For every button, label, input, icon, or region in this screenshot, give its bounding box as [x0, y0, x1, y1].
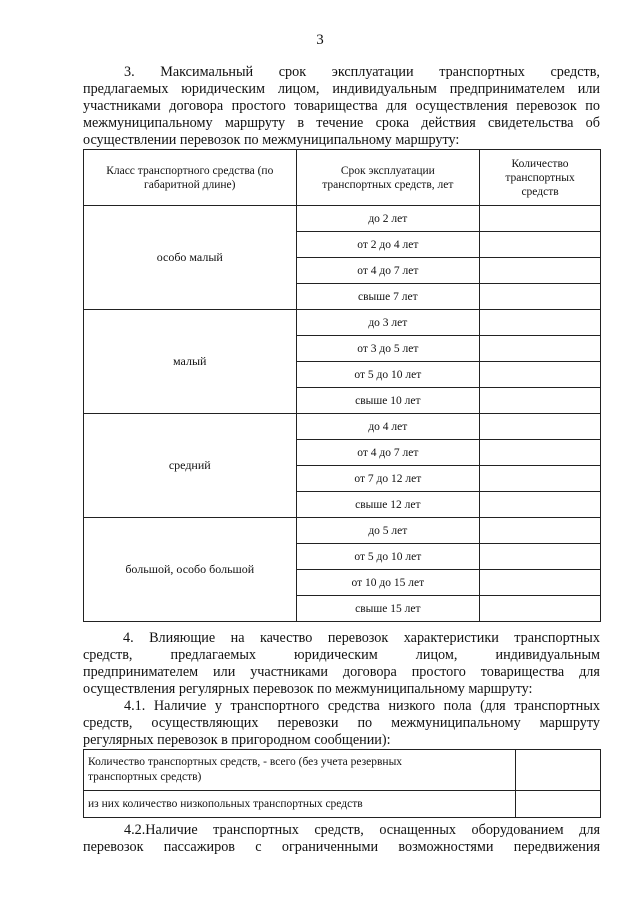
table-header-row: [84, 150, 601, 206]
age-period-cell: от 3 до 5 лет: [296, 336, 480, 362]
quantity-cell[interactable]: [480, 232, 601, 258]
age-period-cell: от 2 до 4 лет: [296, 232, 480, 258]
age-period-cell: от 5 до 10 лет: [296, 544, 480, 570]
age-period-cell: свыше 12 лет: [296, 492, 480, 518]
age-period-cell: до 5 лет: [296, 518, 480, 544]
table-row: [84, 310, 601, 336]
text-line: участниками договора простого товарищества для осуществления перевозок по: [83, 98, 600, 114]
column-header: Количество транспортных средств: [480, 150, 601, 206]
quantity-cell[interactable]: [480, 206, 601, 232]
age-period-cell: от 7 до 12 лет: [296, 466, 480, 492]
text-line: регулярных перевозок в пригородном сообщении):: [83, 732, 391, 748]
text-line: перевозок пассажиров с ограниченными возможностями передвижения: [83, 839, 600, 855]
text-line: средств, осуществляющих перевозки по межмуниципальному маршруту: [83, 715, 600, 731]
age-period-cell: от 5 до 10 лет: [296, 362, 480, 388]
section-4-paragraph: [83, 630, 600, 698]
text-line: межмуниципальному маршруту в течение срока действия свидетельства об: [83, 115, 600, 131]
section-4-2-paragraph: [83, 822, 600, 856]
quantity-cell[interactable]: [480, 310, 601, 336]
vehicle-age-table: [83, 149, 601, 622]
age-period-cell: свыше 15 лет: [296, 596, 480, 622]
age-period-cell: от 10 до 15 лет: [296, 570, 480, 596]
text-line: 4. Влияющие на качество перевозок характеристики транспортных: [123, 630, 600, 646]
quantity-cell[interactable]: [480, 570, 601, 596]
quantity-cell[interactable]: [480, 596, 601, 622]
section-3-paragraph: [83, 64, 600, 149]
table-row: [84, 206, 601, 232]
age-period-cell: свыше 10 лет: [296, 388, 480, 414]
text-line: предпринимателем или участниками договора простого товарищества для: [83, 664, 600, 680]
table-row: [84, 750, 601, 791]
age-period-cell: до 2 лет: [296, 206, 480, 232]
age-period-cell: до 3 лет: [296, 310, 480, 336]
column-header: Срок эксплуатации транспортных средств, лет: [296, 150, 480, 206]
quantity-cell[interactable]: [480, 284, 601, 310]
age-period-cell: до 4 лет: [296, 414, 480, 440]
quantity-cell[interactable]: [480, 336, 601, 362]
text-line: 3. Максимальный срок эксплуатации транспортных средств,: [124, 64, 600, 80]
quantity-cell[interactable]: [480, 492, 601, 518]
vehicle-class-cell: средний: [84, 414, 297, 518]
column-header: Класс транспортного средства (по габаритной длине): [84, 150, 297, 206]
text-line: средств, предлагаемых юридическим лицом, индивидуальным: [83, 647, 600, 663]
quantity-cell[interactable]: [480, 388, 601, 414]
quantity-cell[interactable]: [516, 750, 601, 791]
row-label-cell: из них количество низкопольных транспортных средств: [84, 791, 516, 818]
table-row: [84, 791, 601, 818]
text-line: предлагаемых юридическим лицом, индивидуальным предпринимателем или: [83, 81, 600, 97]
quantity-cell[interactable]: [480, 518, 601, 544]
vehicle-class-cell: большой, особо большой: [84, 518, 297, 622]
page-number: 3: [316, 32, 324, 48]
text-line: 4.2.Наличие транспортных средств, оснащенных оборудованием для: [124, 822, 600, 838]
table-row: [84, 518, 601, 544]
vehicle-class-cell: малый: [84, 310, 297, 414]
quantity-cell[interactable]: [480, 362, 601, 388]
section-4-1-paragraph: [83, 698, 600, 749]
quantity-cell[interactable]: [516, 791, 601, 818]
age-period-cell: свыше 7 лет: [296, 284, 480, 310]
quantity-cell[interactable]: [480, 466, 601, 492]
age-period-cell: от 4 до 7 лет: [296, 440, 480, 466]
text-line: осуществления регулярных перевозок по межмуниципальному маршруту:: [83, 681, 533, 697]
row-label-cell: Количество транспортных средств, - всего (без учета резервных транспортных средств): [84, 750, 516, 791]
text-line: осуществлении перевозок по межмуниципальному маршруту:: [83, 132, 460, 148]
age-period-cell: от 4 до 7 лет: [296, 258, 480, 284]
quantity-cell[interactable]: [480, 544, 601, 570]
quantity-cell[interactable]: [480, 258, 601, 284]
low-floor-vehicles-table: [83, 749, 601, 818]
quantity-cell[interactable]: [480, 414, 601, 440]
quantity-cell[interactable]: [480, 440, 601, 466]
vehicle-class-cell: особо малый: [84, 206, 297, 310]
text-line: 4.1. Наличие у транспортного средства низкого пола (для транспортных: [124, 698, 600, 714]
table-row: [84, 414, 601, 440]
